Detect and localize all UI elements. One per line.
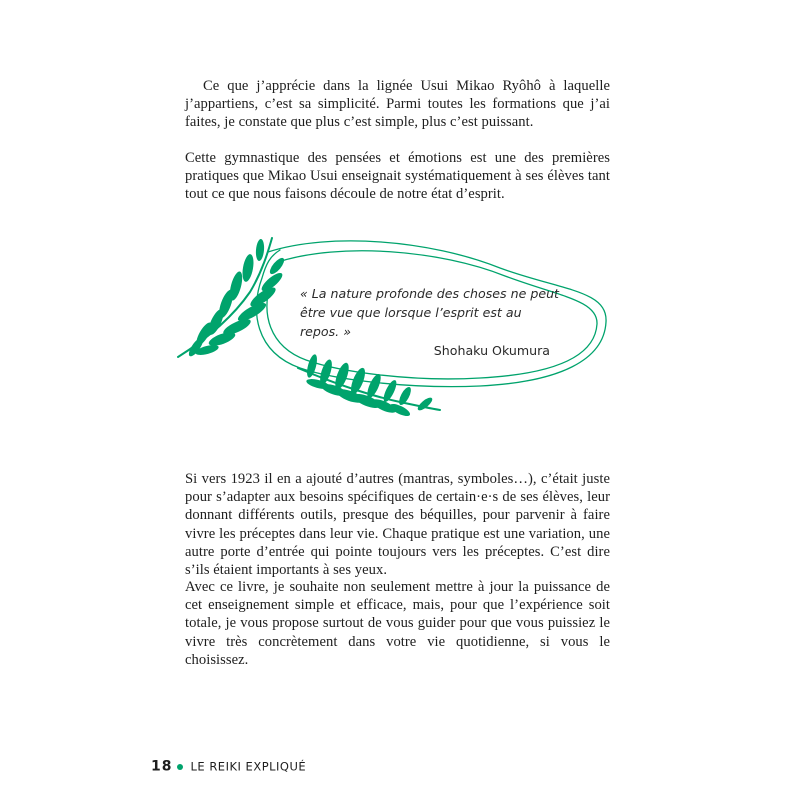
page-footer <box>151 756 306 775</box>
paragraph-history: Si vers 1923 il en a ajouté d’autres (mantras, symboles…), c’était juste pour s’adapter aux besoins spécifiques de certain·e·s de ses élèves, leur donnant différents outils, presque des béquilles, pour parvenir à faire vivre les préceptes dans leur vie. Chaque pratique est une variation, une autre porte d’entrée qui pointe toujours vers les préceptes. C’est dire s’ils étaient importants à ses yeux. <box>185 471 610 579</box>
quote-author: Shohaku Okumura <box>433 343 550 358</box>
paragraph-gymnastics: Cette gymnastique des pensées et émotions est une des premières pratiques que Mikao Usui enseignait systématiquement à ses élèves tant tout ce que nous faisons découle de notre état d’esprit. <box>185 150 610 203</box>
running-title: LE REIKI EXPLIQUÉ <box>190 759 307 774</box>
page-number: 18 <box>151 758 173 775</box>
paragraph-lineage: Ce que j’apprécie dans la lignée Usui Mikao Ryôhô à laquelle j’appartiens, c’est sa simplicité. Parmi toutes les formations que j’ai faites, je constate que plus c’est simple, plus c’est puissant. <box>185 78 610 131</box>
leaf-branch-icon <box>178 238 286 358</box>
paragraph-purpose: Avec ce livre, je souhaite non seulement mettre à jour la puissance de cet enseignement simple et efficace, mais, pour que l’expérience soit totale, je vous propose surtout de vous guider pour que vous puissiez le vivre très concrètement dans votre vie quotidienne, si vous le choisissez. <box>185 579 610 668</box>
bullet-icon <box>177 764 183 770</box>
quote-text: « La nature profonde des choses ne peut être vue que lorsque l’esprit est au repos. » <box>300 286 559 339</box>
